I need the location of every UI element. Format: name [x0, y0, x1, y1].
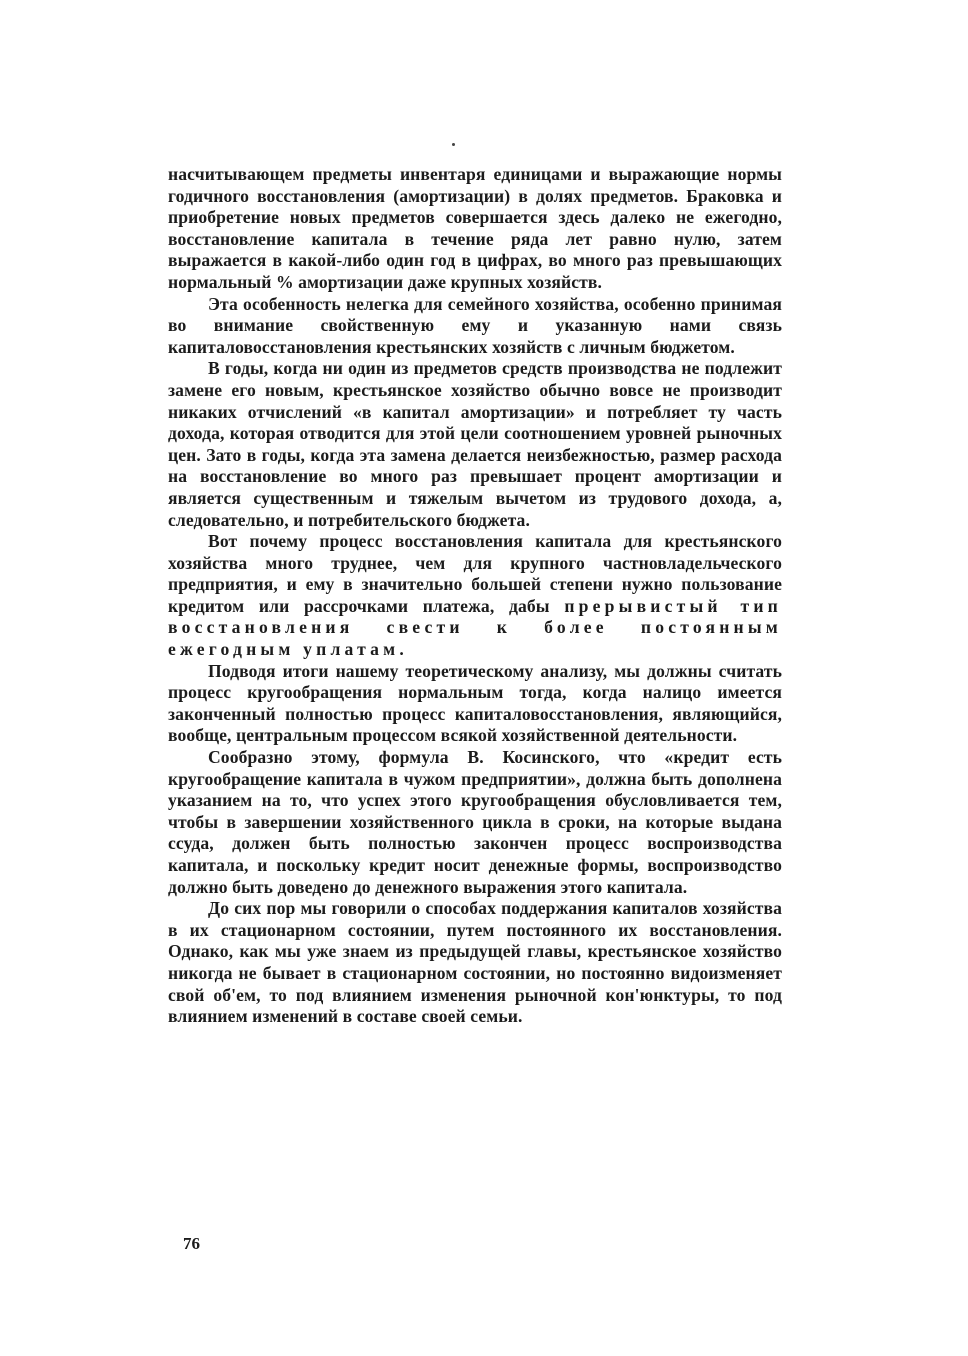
paragraph-text: Вот почему процесс восстановления капитала для крестьянского хозяйства много труднее, чем для крупного частновладельческого предприятия, и ему в значительно большей степени нужно пользование кредитом или рассрочками платежа, дабы [168, 531, 782, 616]
paragraph: Сообразно этому, формула В. Косинского, что «кредит есть кругообращение капитала в чужом предприятии», должна быть дополнена указанием на то, что успех этого кругообращения обусловливается тем, чтобы в завершении хозяйственного цикла в сроки, на которые выдана ссуда, должен быть полностью закончен процесс воспроизводства капитала, и поскольку кредит носит денежные формы, воспроизводство должно быть доведено до денежного выражения этого капитала. [168, 747, 782, 897]
spaced-emphasis: прерывистый тип восстановления свести к более постоянным ежегодным уплатам. [168, 595, 783, 660]
paragraph [168, 531, 782, 661]
paragraph: В годы, когда ни один из предметов средств производства не подлежит замене его новым, крестьянское хозяйство обычно вовсе не производит никаких отчислений «в капитал амортизации» и потребляет ту часть дохода, которая отводится для этой цели соотношением уровней рыночных цен. Зато в годы, когда эта замена делается неизбежностью, размер расхода на восстановление во много раз превышает процент амортизации и является существенным и тяжелым вычетом из трудового дохода, а, следовательно, и потребительского бюджета. [168, 358, 782, 530]
page-number: 76 [183, 1234, 200, 1253]
paragraph: Эта особенность нелегка для семейного хозяйства, особенно принимая во внимание свойственную ему и указанную нами связь капиталовосстановления крестьянских хозяйств с личным бюджетом. [168, 293, 782, 357]
paragraph: До сих пор мы говорили о способах поддержания капиталов хозяйства в их стационарном состоянии, путем постоянного их восстановления. Однако, как мы уже знаем из предыдущей главы, крестьянское хозяйство никогда не бывает в стационарном состоянии, но постоянно видоизменяет свой об'ем, то под влиянием изменения рыночной кон'юнктуры, то под влиянием изменений в составе своей семьи. [168, 898, 782, 1027]
paragraph: насчитывающем предметы инвентаря единицами и выражающие нормы годичного восстановления (амортизации) в долях предметов. Браковка и приобретение новых предметов совершается здесь далеко не ежегодно, восстановление капитала в течение ряда лет равно нулю, затем выражается в какой-либо один год в цифрах, во много раз превышающих нормальный % амортизации даже крупных хозяйств. [168, 164, 782, 292]
body-text [168, 164, 782, 1028]
paragraph: Подводя итоги нашему теоретическому анализу, мы должны считать процесс кругообращения нормальным тогда, когда налицо имеется законченный полностью процесс капиталовосстановления, являющийся, вообще, центральным процессом всякой хозяйственной деятельности. [168, 660, 782, 746]
print-speck [452, 143, 455, 146]
